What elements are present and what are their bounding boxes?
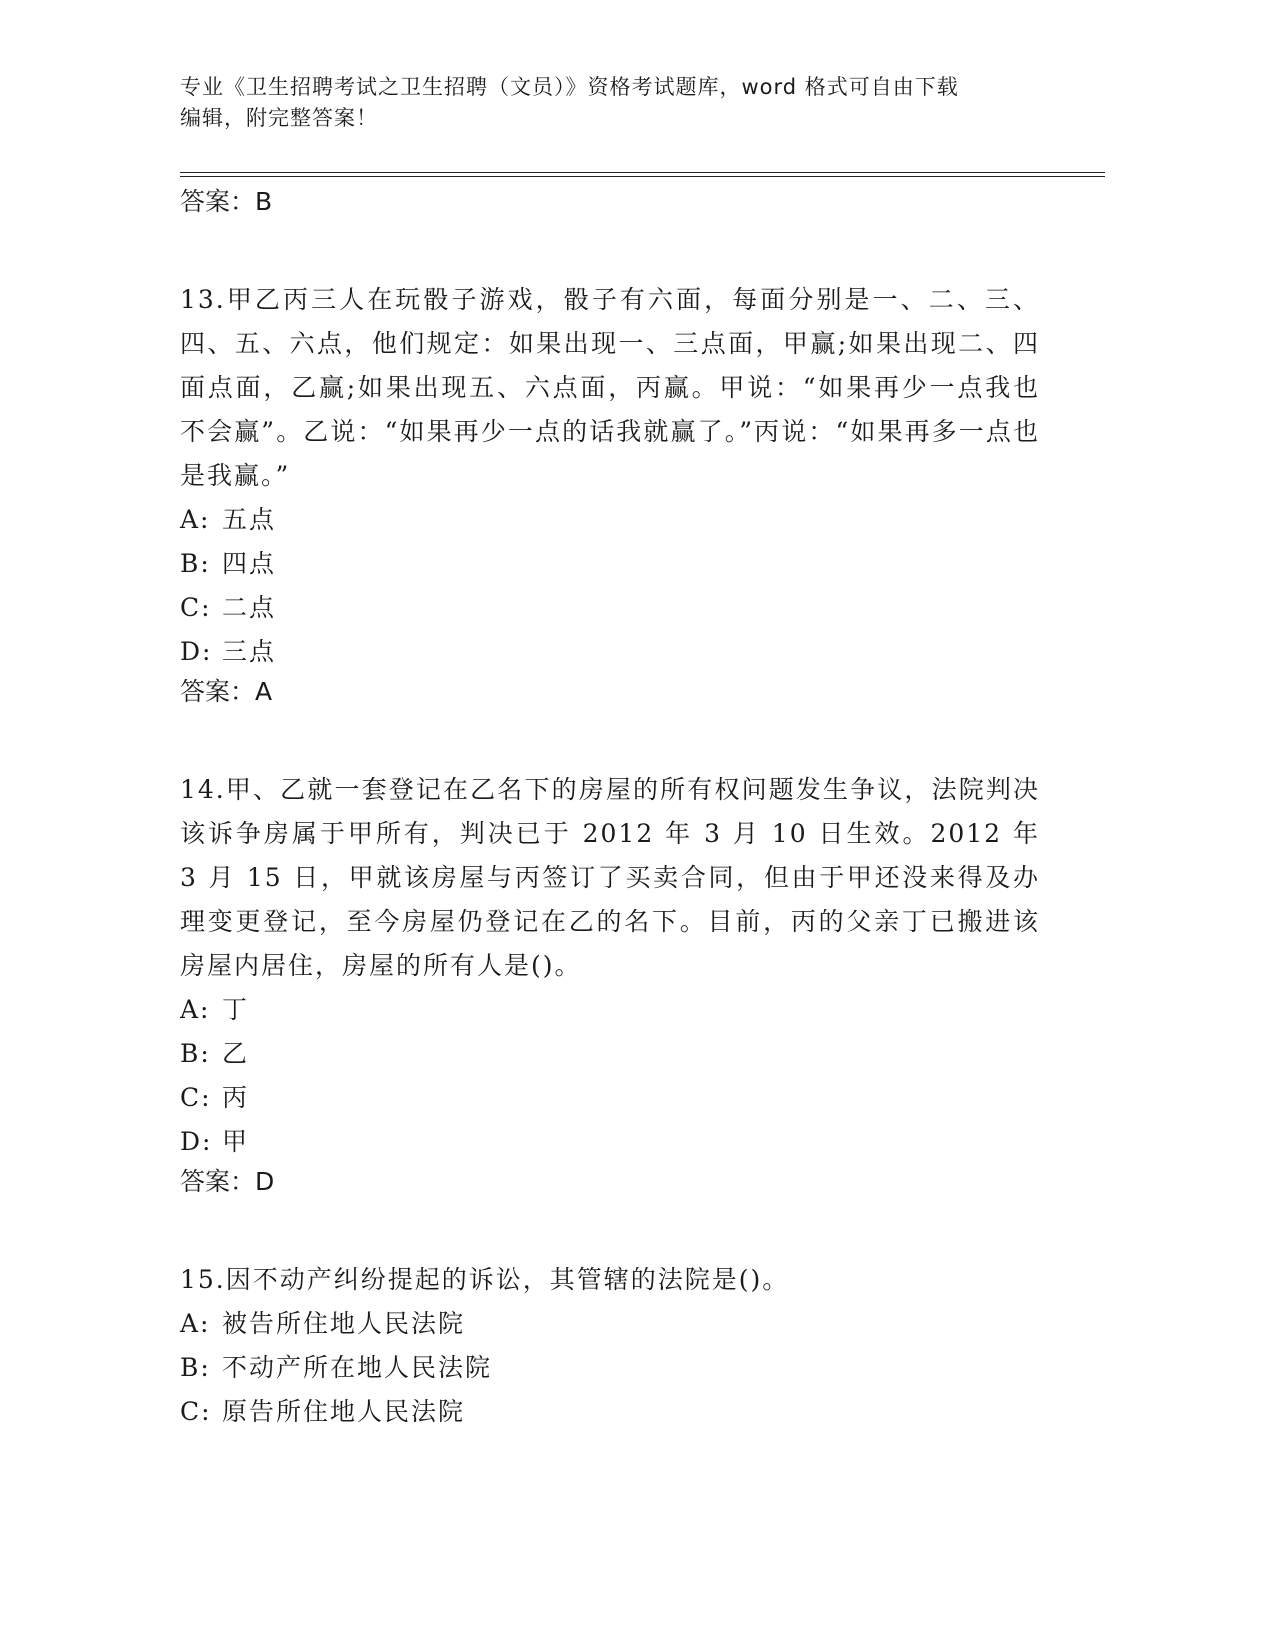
option-a — [180, 498, 1040, 542]
option-a — [180, 1302, 1040, 1346]
option-key: B: — [180, 1039, 211, 1068]
option-b — [180, 542, 1040, 586]
answer-value: D — [255, 1167, 275, 1196]
option-text: 丁 — [222, 995, 250, 1024]
option-c — [180, 1076, 1040, 1120]
option-text: 甲 — [222, 1127, 250, 1156]
option-text: 三点 — [222, 637, 277, 666]
option-text: 不动产所在地人民法院 — [222, 1353, 493, 1382]
answer-value: B — [255, 187, 273, 216]
option-key: C: — [180, 1083, 212, 1112]
header-rule-bottom — [180, 176, 1105, 177]
previous-answer-line — [180, 184, 1040, 220]
option-b — [180, 1346, 1040, 1390]
document-header — [180, 72, 1040, 134]
answer-label: 答案： — [180, 677, 256, 706]
option-d — [180, 630, 1040, 674]
option-key: D: — [180, 1127, 213, 1156]
question-14 — [180, 768, 1040, 1200]
option-a — [180, 988, 1040, 1032]
document-body — [180, 184, 1040, 1434]
spacer — [180, 710, 1040, 768]
option-key: C: — [180, 593, 212, 622]
question-text: 14.甲、乙就一套登记在乙名下的房屋的所有权问题发生争议，法院判决该诉争房属于甲所有，判决已于 2012 年 3 月 10 日生效。2012 年 3 月 15 日，甲就该房屋与丙签订了买卖合同，但由于甲还没来得及办理变更登记，至今房屋仍登记在乙的名下。目前，丙的父亲丁已搬进该房屋内居住，房屋的所有人是()。 — [180, 775, 1040, 980]
option-b — [180, 1032, 1040, 1076]
header-line-1: 专业《卫生招聘考试之卫生招聘（文员）》资格考试题库，word 格式可自由下载 — [180, 75, 959, 99]
question-text: 15.因不动产纠纷提起的诉讼，其管辖的法院是()。 — [180, 1265, 790, 1294]
option-key: A: — [180, 1309, 211, 1338]
header-rule-top — [180, 172, 1105, 173]
question-13 — [180, 278, 1040, 710]
option-key: A: — [180, 505, 211, 534]
spacer — [180, 220, 1040, 278]
option-text: 丙 — [222, 1083, 250, 1112]
answer-label: 答案： — [180, 1167, 256, 1196]
answer-label: 答案： — [180, 187, 256, 216]
option-text: 二点 — [222, 593, 277, 622]
option-key: C: — [180, 1397, 212, 1426]
option-text: 被告所住地人民法院 — [222, 1309, 466, 1338]
option-c — [180, 1390, 1040, 1434]
option-text: 原告所住地人民法院 — [222, 1397, 466, 1426]
question-text: 13.甲乙丙三人在玩骰子游戏，骰子有六面，每面分别是一、二、三、四、五、六点，他们规定：如果出现一、三点面，甲赢;如果出现二、四面点面，乙赢;如果出现五、六点面，丙赢。甲说：“如果再少一点我也不会赢”。乙说：“如果再少一点的话我就赢了。”丙说：“如果再多一点也是我赢。” — [180, 285, 1040, 490]
answer-value: A — [255, 677, 273, 706]
option-text: 乙 — [222, 1039, 250, 1068]
header-line-2: 编辑，附完整答案！ — [180, 106, 378, 130]
option-text: 四点 — [222, 549, 277, 578]
answer-line — [180, 1164, 1040, 1200]
answer-line — [180, 674, 1040, 710]
option-d — [180, 1120, 1040, 1164]
option-text: 五点 — [222, 505, 277, 534]
question-15 — [180, 1258, 1040, 1434]
spacer — [180, 1200, 1040, 1258]
option-c — [180, 586, 1040, 630]
option-key: A: — [180, 995, 211, 1024]
option-key: B: — [180, 1353, 211, 1382]
option-key: D: — [180, 637, 213, 666]
option-key: B: — [180, 549, 211, 578]
